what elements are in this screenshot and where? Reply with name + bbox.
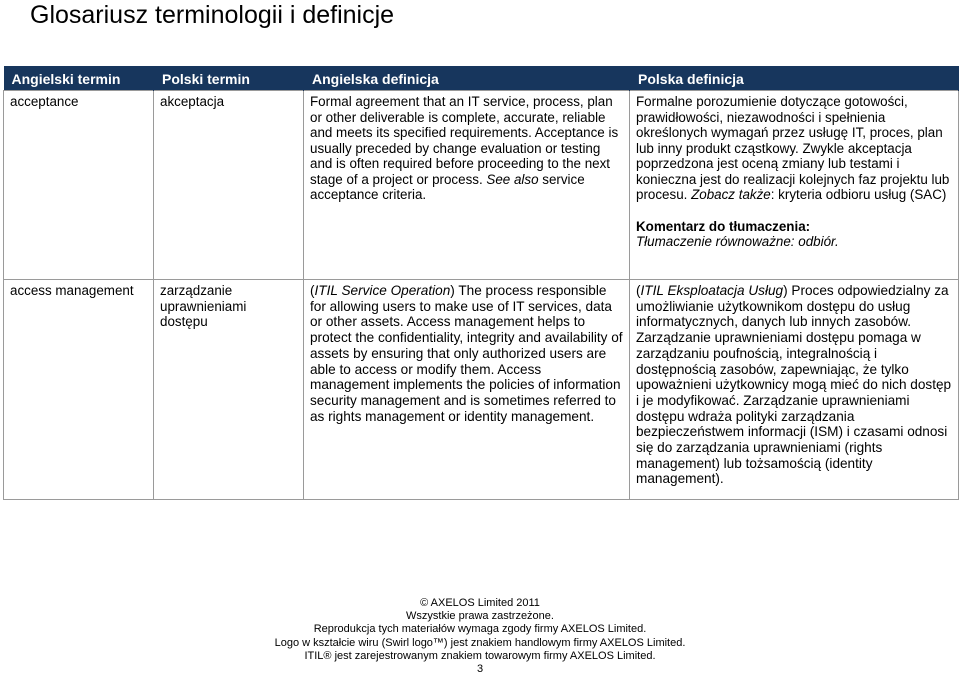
table-row	[4, 91, 959, 280]
english-term-cell: access management	[4, 280, 154, 500]
polish-term-cell: akceptacja	[154, 91, 304, 280]
reference-publication: ITIL Service Operation	[314, 283, 451, 298]
rights-line: Wszystkie prawa zastrzeżone.	[406, 610, 554, 623]
reproduction-line: Reprodukcja tych materiałów wymaga zgody firmy AXELOS Limited.	[313, 623, 647, 636]
definition-tail: : kryteria odbioru usług (SAC)	[770, 187, 947, 202]
translation-note-heading: Komentarz do tłumaczenia:	[636, 218, 811, 234]
definition-text-block	[636, 94, 952, 203]
definition-text: Formalne porozumienie dotyczące gotowości, prawidłowości, niezawodności i spełnienia określonych wymagań przez usługę IT, proces, plan lub inny produkt cząstkowy. Zwykle akceptacja poprzedzona jest oceną zmiany lub testami i konieczna jest do realizacji kolejnych faz projektu lub procesu.	[636, 94, 950, 202]
definition-text: ) The process responsible for allowing users to make use of IT services, data or other assets. Access management helps to protect the confidentiality, integrity and availability of assets by ensuring that only authorized users are able to access or modify them. Access management implements the policies of information security management and is sometimes referred to as rights management or identity management.	[310, 283, 623, 424]
translation-note-text: Tłumaczenie równoważne: odbiór.	[636, 234, 839, 249]
see-also-label: Zobacz także	[691, 187, 771, 202]
reference-publication: ITIL Eksploatacja Usług	[640, 283, 784, 298]
column-header-english-term: Angielski termin	[4, 66, 154, 91]
trademark-line: Logo w kształcie wiru (Swirl logo™) jest znakiem handlowym firmy AXELOS Limited.	[274, 636, 686, 649]
english-definition-cell: (ITIL Service Operation) The process responsible for allowing users to make use of IT services, data or other assets. Access management helps to protect the confidentiality, integrity and availability of assets by ensuring that only authorized users are able to access or modify them. Access management implements the policies of information security management and is sometimes referred to as rights management or identity management.	[304, 280, 630, 500]
copyright-line: © AXELOS Limited 2011	[420, 597, 540, 609]
column-header-polish-definition: Polska definicja	[630, 66, 959, 91]
english-term-cell: acceptance	[4, 91, 154, 280]
definition-tail: service acceptance criteria.	[310, 171, 585, 202]
page-number: 3	[476, 663, 484, 676]
column-header-polish-term: Polski termin	[154, 66, 304, 91]
polish-definition-cell	[630, 91, 959, 280]
definition-text: ) Proces odpowiedzialny za umożliwianie użytkownikom dostępu do usług informatycznych, danych lub innych zasobów. Zarządzanie uprawnieniami dostępu pomaga w zarządzaniu poufnością, integralnością i dostępnością zasobów, zapewniając, że tylko upoważnieni użytkownicy mogą mieć do nich dostęp i je modyfikować. Zarządzanie uprawnieniami dostępu wdraża polityki zarządzania bezpieczeństwem informacji (ISM) i czasami odnosi się do zarządzania uprawnieniami (rights management) lub tożsamością (identity management).	[636, 283, 952, 487]
glossary-table	[3, 66, 959, 500]
see-also-label: See also	[486, 171, 539, 187]
polish-definition-cell: (ITIL Eksploatacja Usług) Proces odpowiedzialny za umożliwianie użytkownikom dostępu do usług informatycznych, danych lub innych zasobów. Zarządzanie uprawnieniami dostępu pomaga w zarządzaniu poufnością, integralnością i dostępnością zasobów, zapewniając, że tylko upoważnieni użytkownicy mogą mieć do nich dostęp i je modyfikować. Zarządzanie uprawnieniami dostępu wdraża polityki zarządzania bezpieczeństwem informacji (ISM) i czasami odnosi się do zarządzania uprawnieniami (rights management) lub tożsamością (identity management).	[630, 280, 959, 500]
table-row	[4, 280, 959, 500]
column-header-english-definition: Angielska definicja	[304, 66, 630, 91]
page-footer	[0, 597, 960, 676]
registered-trademark-line: ITIL® jest zarejestrowanym znakiem towarowym firmy AXELOS Limited.	[304, 649, 656, 662]
polish-term-cell: zarządzanie uprawnieniami dostępu	[154, 280, 304, 500]
definition-text: Formal agreement that an IT service, process, plan or other deliverable is complete, accurate, reliable and meets its specified requirements. Acceptance is usually preceded by change evaluation or testing and is often required before proceeding to the next stage of a project or process.	[310, 94, 619, 187]
page-title: Glosariusz terminologii i definicje	[30, 1, 395, 29]
table-header-row	[4, 66, 959, 91]
english-definition-cell	[304, 91, 630, 280]
